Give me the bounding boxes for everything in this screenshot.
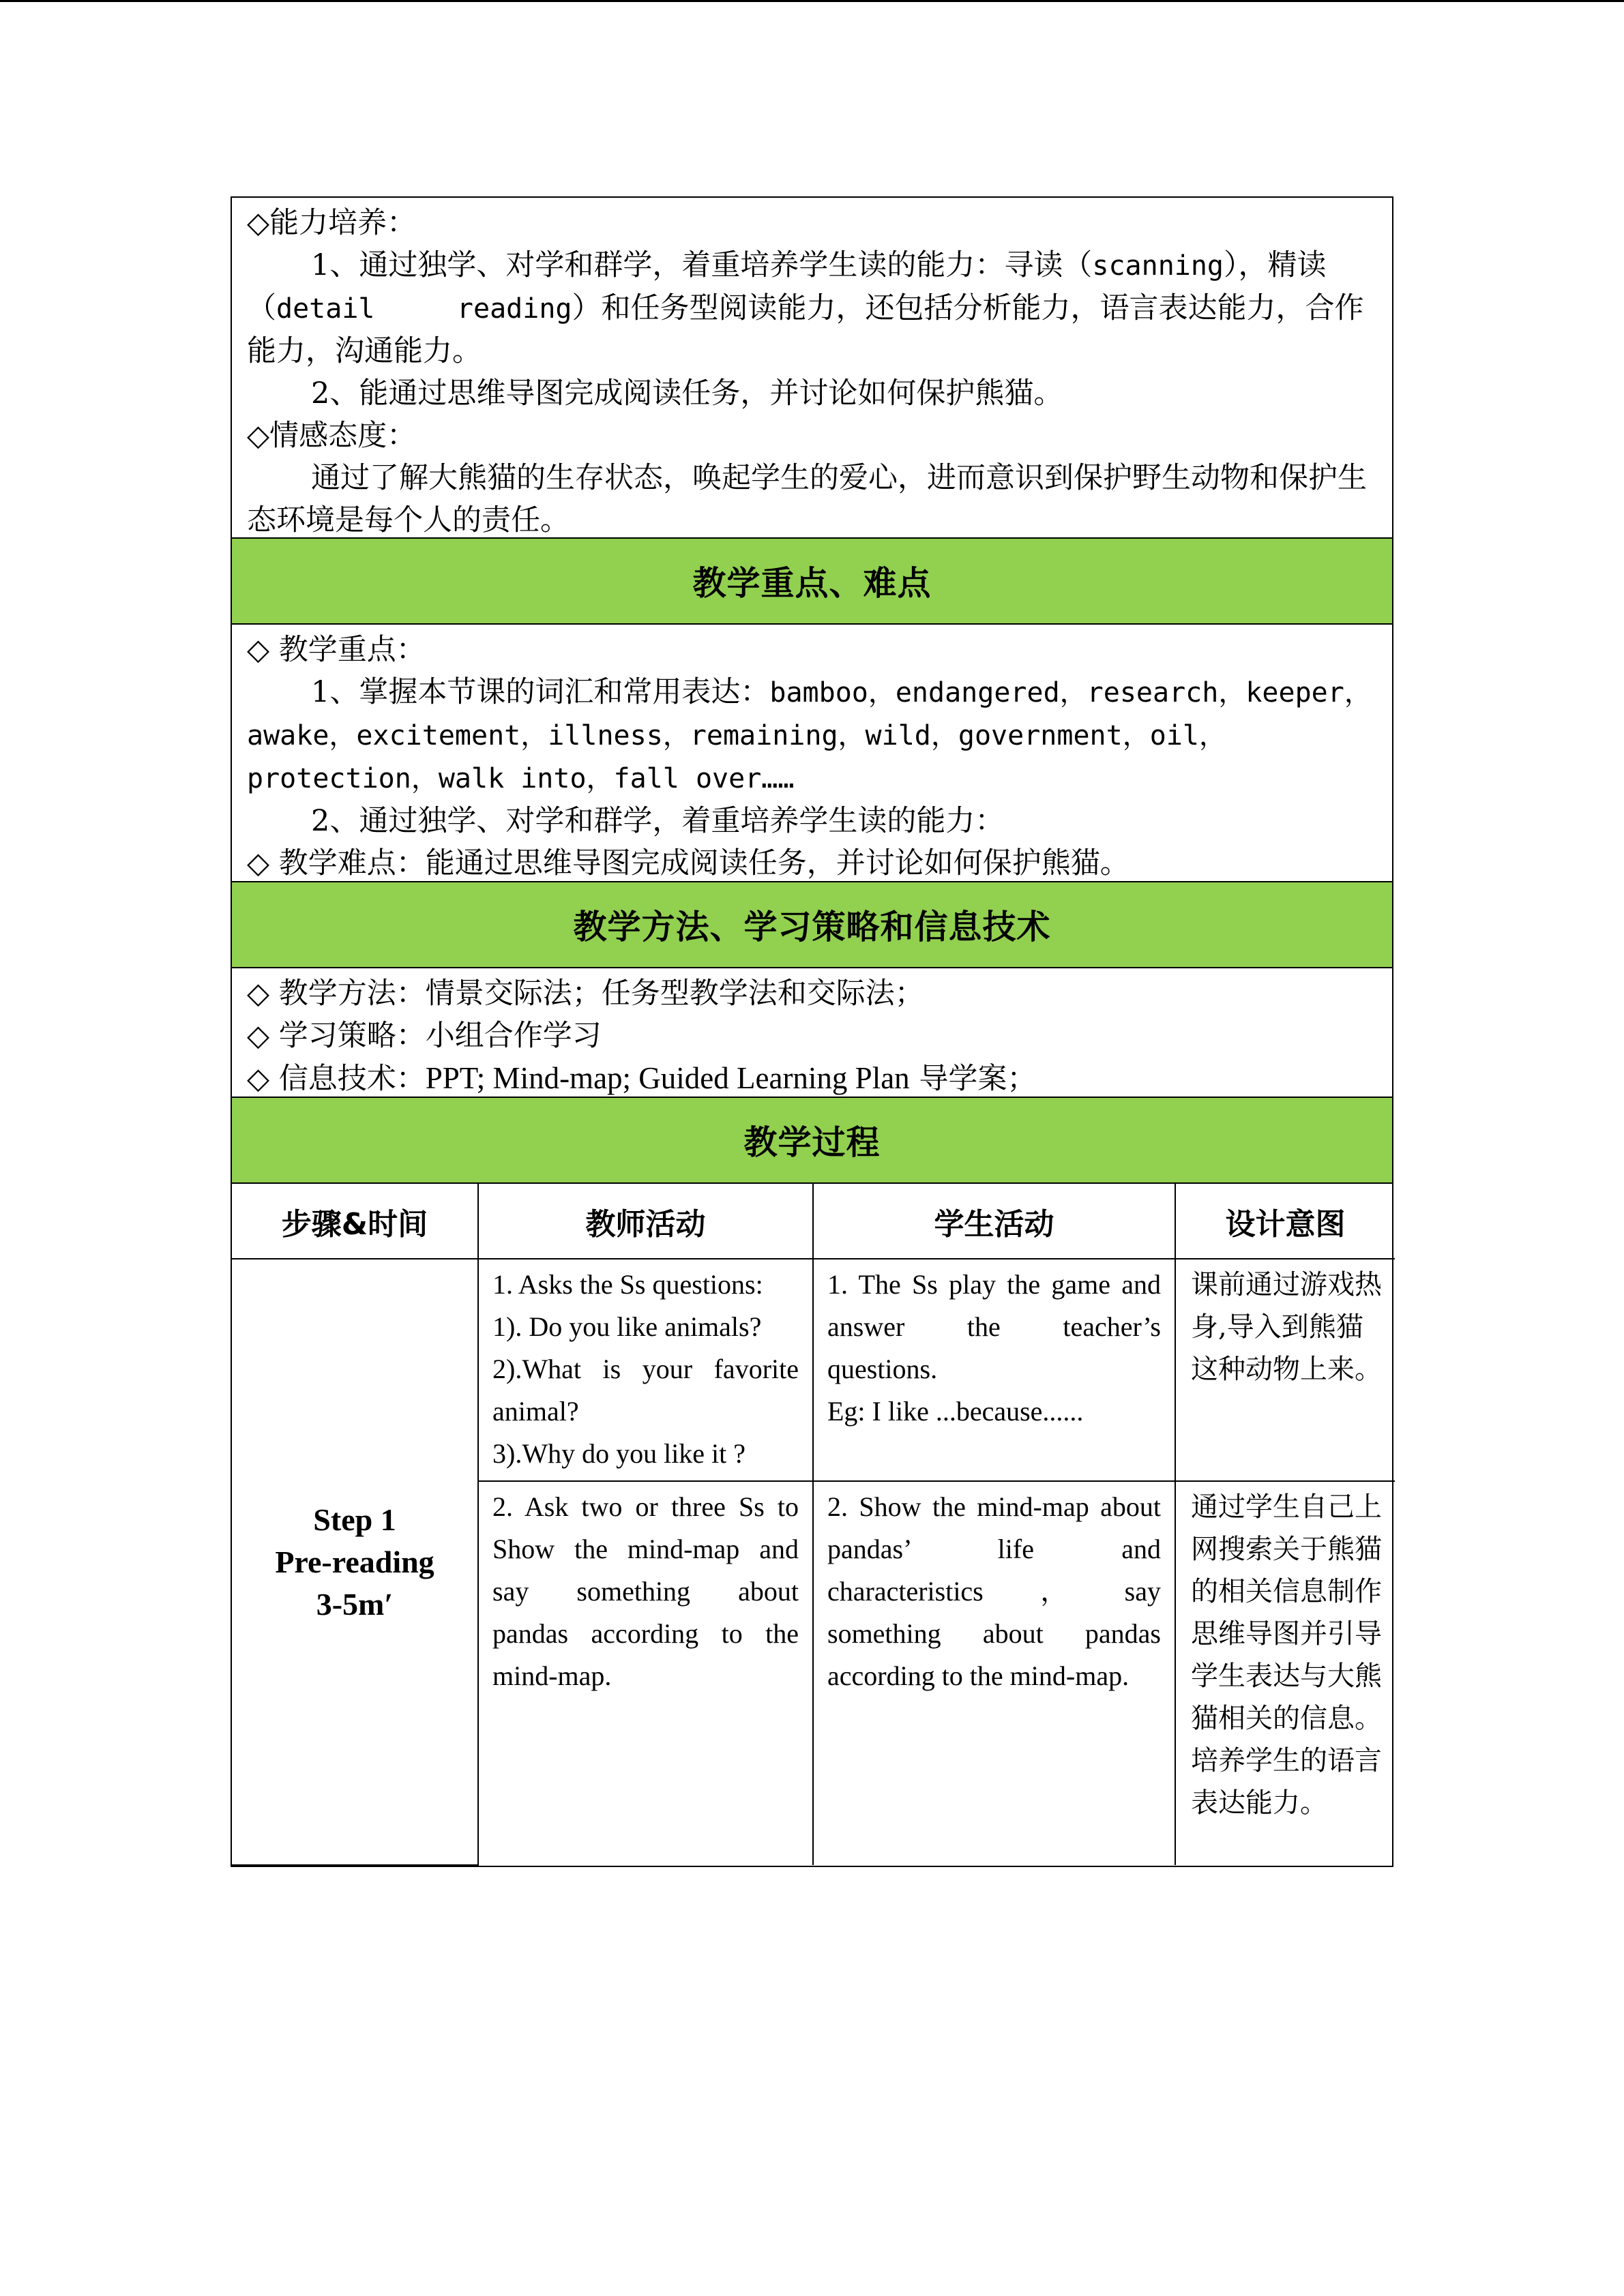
- key-point-1: 1、掌握本节课的词汇和常用表达：bamboo，endangered，research，keeper，awake，excitement，illness，remaining，wild，government，oil，protection，walk into，fall over……: [247, 675, 1372, 794]
- ability-item-1: 1、通过独学、对学和群学，着重培养学生读的能力：寻读（scanning），精读（detail reading）和任务型阅读能力，还包括分析能力，语言表达能力，合作能力，沟通能力。: [247, 248, 1364, 368]
- student-line: 2. Show the mind-map about pandas’ life and characteristics，say something about pandas according to the mind-map.: [827, 1491, 1161, 1691]
- teacher-line: 1. Asks the Ss questions:: [492, 1269, 763, 1300]
- student-activity-cell: [813, 1259, 1175, 1481]
- key-points-heading: ◇ 教学重点：: [247, 633, 426, 667]
- table-row: [232, 1259, 1395, 1481]
- process-table: [232, 1184, 1395, 1866]
- process-table-block: [232, 1184, 1392, 1866]
- ability-heading: ◇能力培养：: [247, 206, 417, 240]
- learning-strategy: ◇ 学习策略：小组合作学习: [247, 1019, 602, 1053]
- col-header-step: 步骤&时间: [232, 1184, 478, 1259]
- teacher-line: 2).What is your favorite animal?: [492, 1354, 799, 1427]
- methods-block: [232, 968, 1392, 1098]
- teacher-line: 2. Ask two or three Ss to Show the mind-map and say something about pandas according to the mind-map.: [492, 1491, 799, 1691]
- page-top-rule: [0, 0, 1624, 2]
- section-header-focus: 教学重点、难点: [232, 539, 1392, 625]
- student-activity-cell: [813, 1481, 1175, 1865]
- information-technology: ◇ 信息技术：PPT; Mind-map; Guided Learning Plan 导学案；: [247, 1061, 1037, 1096]
- teacher-activity-cell: [478, 1481, 813, 1865]
- difficulty-text: ◇ 教学难点：能通过思维导图完成阅读任务，并讨论如何保护熊猫。: [247, 846, 1130, 880]
- col-header-intent: 设计意图: [1175, 1184, 1395, 1259]
- ability-item-2: 2、能通过思维导图完成阅读任务，并讨论如何保护熊猫。: [311, 376, 1063, 411]
- col-header-student: 学生活动: [813, 1184, 1175, 1259]
- objectives-block: [232, 198, 1392, 539]
- student-line: Eg: I like ...because......: [827, 1396, 1084, 1427]
- key-point-2: 2、通过独学、对学和群学，着重培养学生读的能力：: [311, 804, 1005, 838]
- teacher-line: 1). Do you like animals?: [492, 1311, 762, 1342]
- process-header-row: [232, 1184, 1395, 1259]
- step-phase: Pre-reading: [275, 1544, 434, 1579]
- student-line: 1. The Ss play the game and answer the teacher’s questions.: [827, 1269, 1161, 1384]
- attitude-heading: ◇情感态度：: [247, 419, 417, 453]
- teacher-line: 3).Why do you like it ?: [492, 1438, 746, 1469]
- step-cell: [232, 1259, 478, 1865]
- focus-block: [232, 625, 1392, 882]
- teaching-method: ◇ 教学方法：情景交际法；任务型教学法和交际法；: [247, 976, 924, 1011]
- design-intent-cell: 课前通过游戏热身,导入到熊猫这种动物上来。: [1175, 1259, 1395, 1481]
- section-header-methods: 教学方法、学习策略和信息技术: [232, 882, 1392, 968]
- teacher-activity-cell: [478, 1259, 813, 1481]
- step-time: 3-5m′: [316, 1586, 394, 1622]
- section-header-process: 教学过程: [232, 1098, 1392, 1184]
- attitude-item-1: 通过了解大熊猫的生存状态，唤起学生的爱心，进而意识到保护野生动物和保护生态环境是每个人的责任。: [247, 461, 1367, 537]
- lesson-plan-table: [231, 196, 1393, 1867]
- col-header-teacher: 教师活动: [478, 1184, 813, 1259]
- step-number: Step 1: [313, 1502, 396, 1537]
- design-intent-cell: 通过学生自己上网搜索关于熊猫的相关信息制作思维导图并引导学生表达与大熊猫相关的信息。培养学生的语言表达能力。: [1175, 1481, 1395, 1865]
